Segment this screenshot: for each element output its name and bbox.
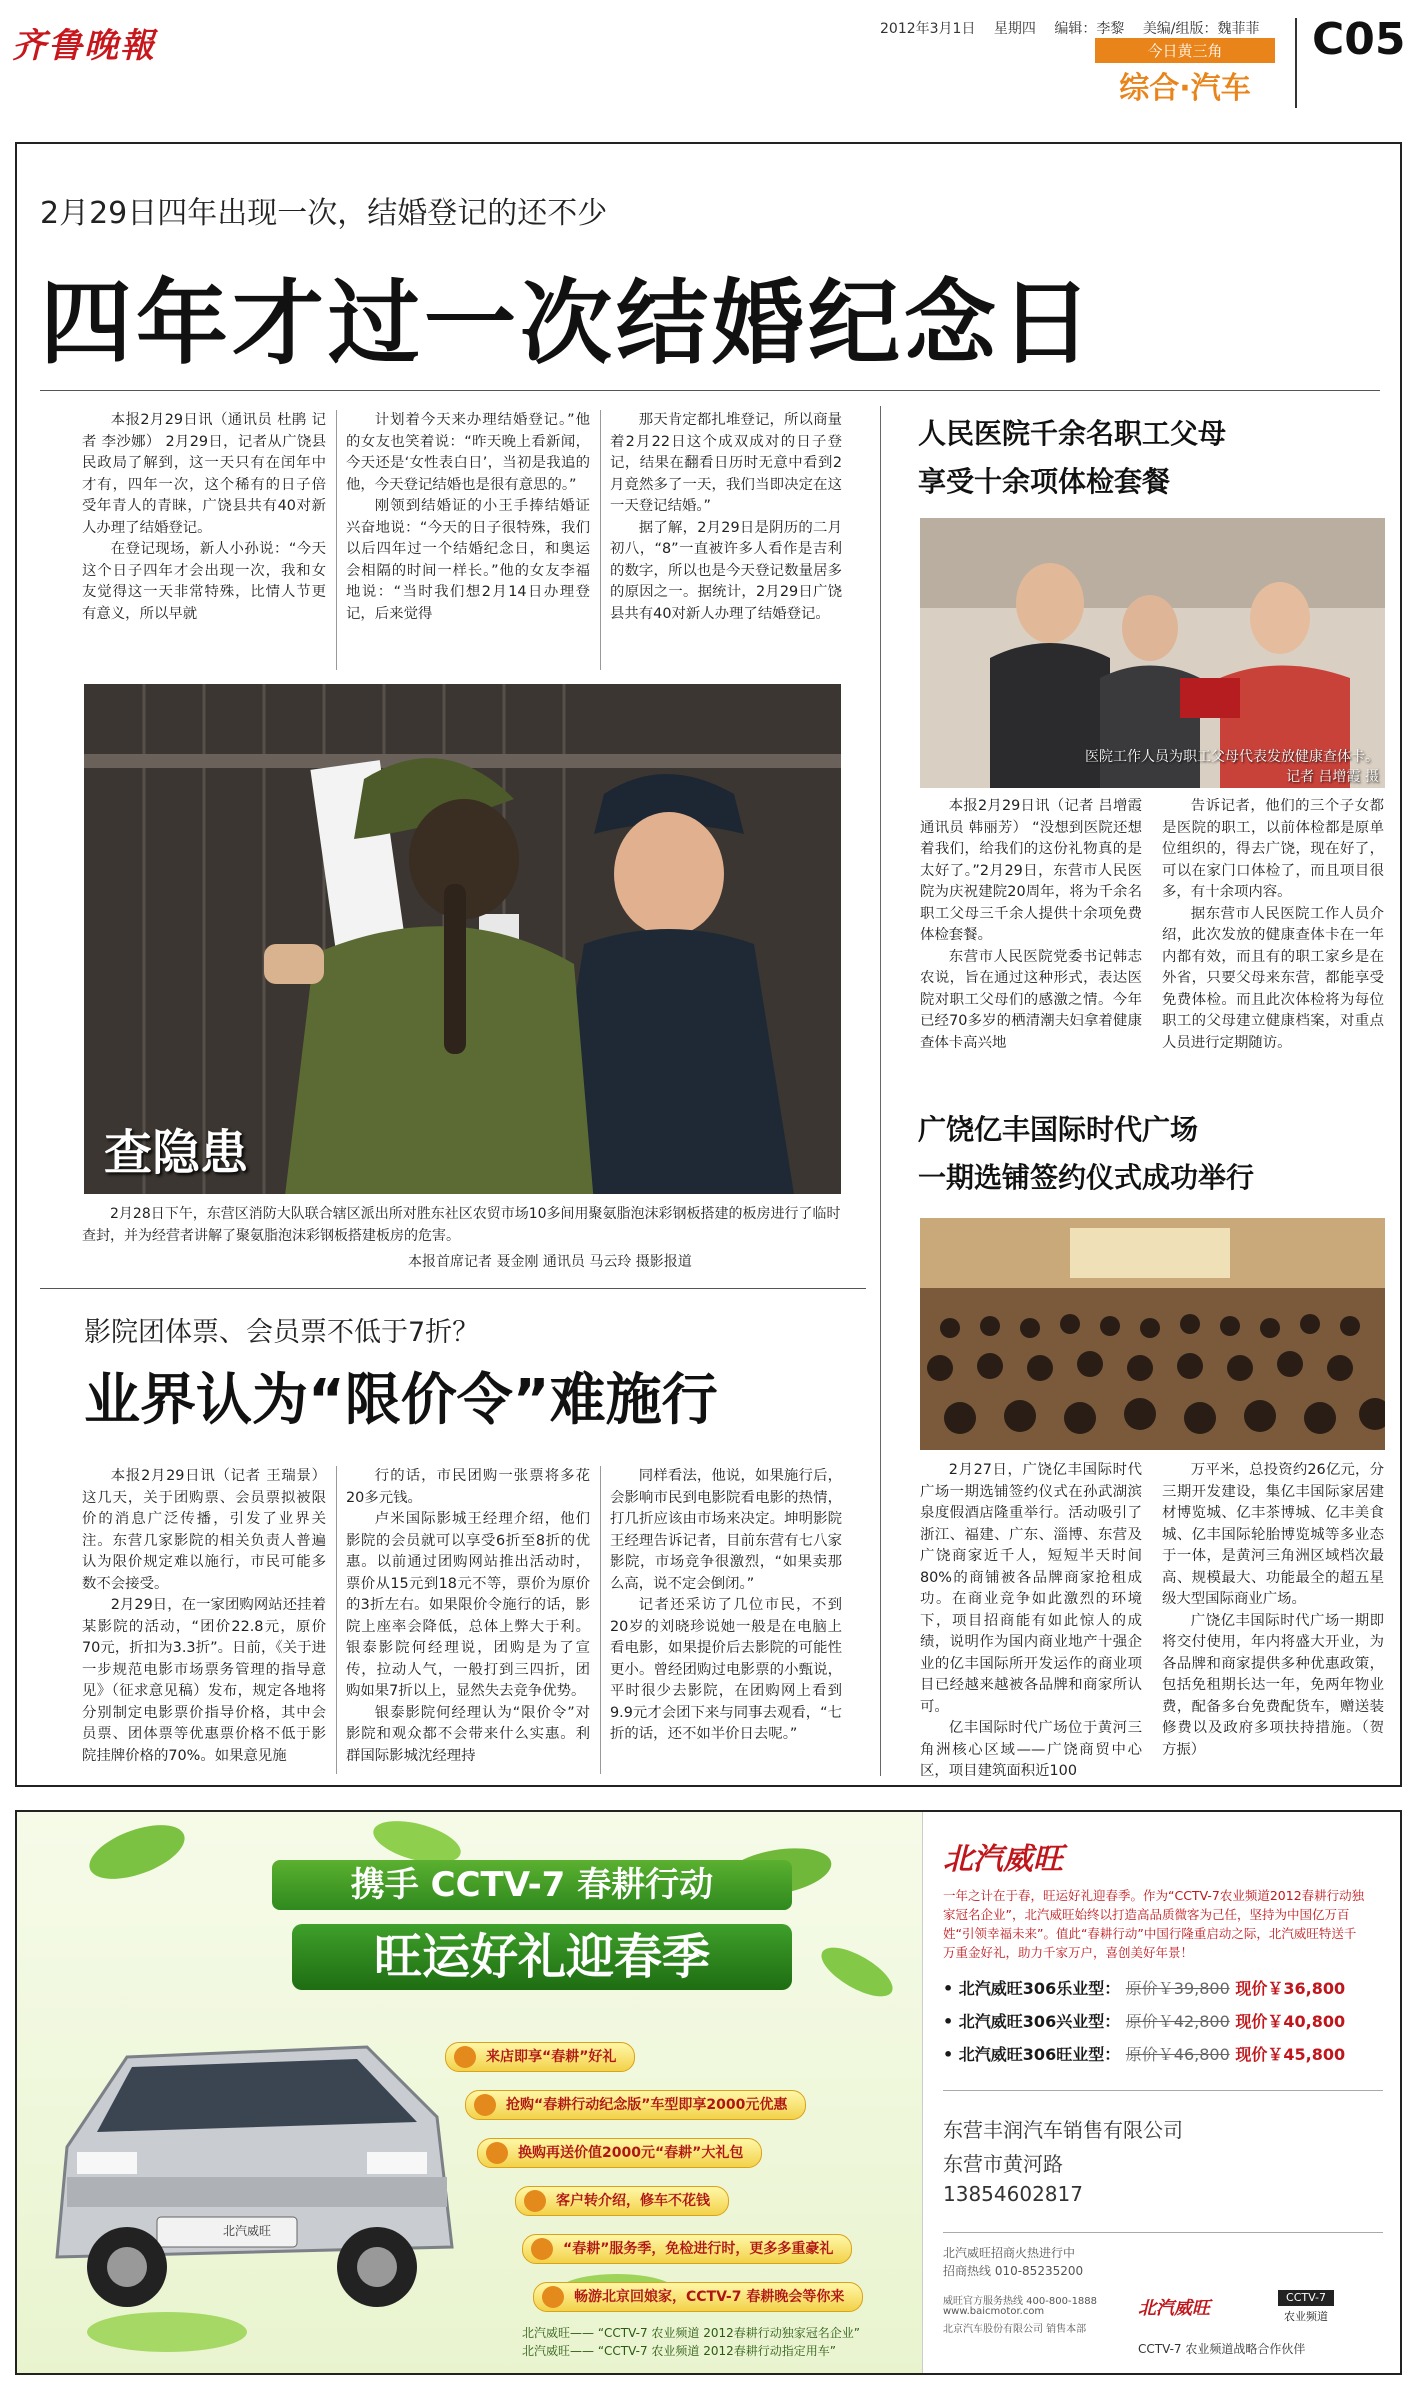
promo-text: 抢购“春耕行动纪念版”车型即享2000元优惠 — [506, 2097, 788, 2113]
column-rule — [600, 1466, 601, 1774]
promo-item — [477, 2138, 762, 2168]
dealer-phone: 13854602817 — [943, 2182, 1083, 2206]
ad-divider — [943, 2232, 1383, 2233]
promo-text: 换购再送价值2000元“春耕”大礼包 — [518, 2145, 744, 2161]
service-line-3: 北京汽车股份有限公司 销售本部 — [943, 2324, 1087, 2335]
ad-footer-1: 北汽威旺—— “CCTV-7 农业频道 2012春耕行动独家冠名企业” — [522, 2326, 860, 2340]
section-tag: 今日黄三角 — [1095, 38, 1275, 63]
current-price: 现价￥40,800 — [1235, 2012, 1346, 2031]
hospital-photo-caption: 医院工作人员为职工父母代表发放健康查体卡。 — [1085, 749, 1379, 765]
lead-column-3: 那天肯定都扎堆登记，所以商量着2月22日这个成双成对的日子登记，结果在翻看日历时无意中看到2月竟然多了一天，我们当即决定在这一天登记结婚。” 据了解，2月29日是阴历的二月初八，“8”一直被许多人看作是吉利的数字，所以也是今天登记数量居多的原因之一。据统计，2月29日广饶县共有40对新人办理了结婚登记。 — [610, 412, 842, 622]
second-story-rule — [40, 1288, 866, 1289]
side2-headline-2: 一期选铺签约仪式成功举行 — [918, 1161, 1255, 1194]
side2-column-1: 2月27日，广饶亿丰国际时代广场一期选铺签约仪式在孙武湖滨泉度假酒店隆重举行。活动吸引了浙江、福建、广东、淄博、东营及广饶商家近千人，短短半天时间80%的商铺被各品牌商家抢租成功。在商业竞争如此激烈的环境下，项目招商能有如此惊人的成绩，说明作为国内商业地产十强企业的亿丰国际所开发运作的商业项目已经越来越被各品牌和商家所认可。 亿丰国际时代广场位于黄河三角洲核心区域——广饶商贸中心区，项目建筑面积近100 — [920, 1462, 1142, 1778]
issue-meta — [880, 18, 1274, 38]
side1-headline-1: 人民医院千余名职工父母 — [918, 417, 1227, 450]
side2-column-2: 万平米，总投资约26亿元，分三期开发建设，集亿丰国际家居建材博览城、亿丰茶博城、亿丰美食城、亿丰国际轮胎博览城等多业态于一体，是黄河三角洲区域档次最高、规模最大、功能最全的超五星级大型国际商业广场。 广饶亿丰国际时代广场一期即将交付使用，年内将盛大开业，为各品牌和商家提供多种优惠政策，包括免租期长达一年，免两年物业费，配备多台免费配货车，赠送装修费以及政府多项扶持措施。（贺方振） — [1162, 1462, 1384, 1758]
masthead-divider — [1295, 18, 1297, 108]
service-line-2: www.baicmotor.com — [943, 2306, 1045, 2317]
dealer-address: 东营市黄河路 — [943, 2152, 1063, 2176]
car-advertisement — [15, 1810, 1402, 2375]
cctv-subtitle: 农业频道 — [1284, 2310, 1328, 2323]
ad-divider — [943, 2090, 1383, 2091]
second-column-3: 同样看法，他说，如果施行后，会影响市民到电影院看电影的热情，打几折应该由市场来决定。坤明影院王经理告诉记者，目前东营有七八家影院，市场竞争很激烈，“如果卖那么高，说不定会倒闭。” 记者还采访了几位市民，不到20岁的刘晓珍说她一般是在电脑上看电影，如果提价后去影院的可能性更小。曾经团购过电影票的小甄说，平时很少去影院，在团购网上看到9.9元才会团下来与同事去观看，“七折的话，还不如半价日去呢。” — [610, 1468, 842, 1742]
lead-column-2: 计划着今天来办理结婚登记。”他的女友也笑着说：“昨天晚上看新闻，今天还是‘女性表白日’，当初是我追的他，今天登记结婚也是很有意思的。” 刚领到结婚证的小王手捧结婚证兴奋地说：“今天的日子很特殊，我们以后四年过一个结婚纪念日，和奥运会相隔的时间一样长。”他的女友李福地说：“当时我们想2月14日办理登记，后来觉得 — [346, 412, 590, 622]
headline-rule — [40, 390, 1380, 391]
promo-text: 客户转介绍，修车不花钱 — [556, 2193, 710, 2209]
side-column-rule — [880, 406, 881, 1776]
cctv-badge: CCTV-7 — [1278, 2290, 1334, 2306]
service-line-1: 威旺官方服务热线 400-800-1888 — [943, 2296, 1098, 2307]
promo-item — [445, 2042, 635, 2072]
editor-credit: 编辑：李黎 — [1054, 21, 1125, 37]
promo-text: 畅游北京回娘家，CCTV-7 春耕晚会等你来 — [574, 2289, 845, 2305]
price-row — [943, 2038, 1345, 2071]
column-rule — [336, 1466, 337, 1774]
license-plate: 北汽威旺 — [222, 2224, 271, 2238]
original-price: 原价￥42,800 — [1125, 2012, 1230, 2031]
dealer-name: 东营丰润汽车销售有限公司 — [943, 2118, 1183, 2142]
page-number: C05 — [1312, 14, 1406, 65]
brand-logo: 北汽威旺 — [943, 1842, 1063, 1877]
minivan-illustration — [37, 2027, 467, 2337]
lead-kicker: 2月29日四年出现一次，结婚登记的还不少 — [40, 196, 608, 231]
hospital-photo-credit: 记者 吕增霞 摄 — [1286, 769, 1379, 785]
section-name: 综合·汽车 — [1119, 71, 1251, 106]
original-price: 原价￥39,800 — [1125, 1979, 1230, 1998]
side2-headline-1: 广饶亿丰国际时代广场 — [918, 1113, 1199, 1146]
photo-caption: 2月28日下午，东营区消防大队联合辖区派出所对胜东社区农贸市场10多间用聚氨脂泡沫彩钢板搭建的板房进行了临时查封，并为经营者讲解了聚氨脂泡沫彩钢板搭建板房的危害。 — [82, 1206, 841, 1244]
recruit-line-1: 北汽威旺招商火热进行中 — [943, 2246, 1076, 2260]
original-price: 原价￥46,800 — [1125, 2045, 1230, 2064]
ad-headline-1: 携手 CCTV-7 春耕行动 — [272, 1860, 792, 1910]
hospital-photo — [920, 518, 1385, 788]
promo-text: “春耕”服务季，免检进行时，更多多重豪礼 — [563, 2241, 834, 2257]
column-rule — [336, 410, 337, 670]
partner-line: CCTV-7 农业频道战略合作伙伴 — [1138, 2342, 1306, 2356]
photo-credit: 本报首席记者 聂金刚 通讯员 马云玲 摄影报道 — [408, 1254, 692, 1270]
promo-bullet-icon — [524, 2190, 546, 2212]
recruit-line-2: 招商热线 010-85235200 — [943, 2264, 1084, 2278]
second-headline: 业界认为“限价令”难施行 — [84, 1368, 718, 1433]
issue-date: 2012年3月1日 — [880, 21, 976, 37]
current-price: 现价￥45,800 — [1235, 2045, 1346, 2064]
ad-intro: 一年之计在于春，旺运好礼迎春季。作为“CCTV-7农业频道2012春耕行动独家冠名企业”，北汽威旺始终以打造高品质微客为己任，坚持为中国亿万百姓“引领幸福未来”。值此“春耕行动”中国行隆重启动之际，北汽威旺特送千万重金好礼，助力千家万户，喜创美好年景！ — [943, 1888, 1365, 1960]
price-row — [943, 2005, 1345, 2038]
ad-promo-panel — [17, 1812, 922, 2373]
second-column-1: 本报2月29日讯（记者 王瑞景） 这几天，关于团购票、会员票拟被限价的消息广泛传播，引发了业界关注。东营几家影院的相关负责人普遍认为限价规定难以施行，市民可能多数不会接受。 2月29日，在一家团购网站还挂着某影院的活动，“团价22.8元，原价70元，折扣为3.3折”。日前，《关于进一步规范电影市场票务管理的指导意见》（征求意见稿）发布，规定各地将分别制定电影票价指导价格，其中会员票、团体票等优惠票价格不低于影院挂牌价格的70%。如果意见施 — [82, 1468, 326, 1764]
second-column-2: 行的话，市民团购一张票将多花20多元钱。 卢米国际影城王经理介绍，他们影院的会员就可以享受6折至8折的优惠。以前通过团购网站推出活动时，票价从15元到18元不等，票价为原价的3折左右。如果限价令施行的话，影院上座率会降低，总体上弊大于利。银泰影院何经理说，团购是为了宣传，拉动人气，一般打到三四折，团购如果7折以上，显然失去竞争优势。 银泰影院何经理认为“限价令”对影院和观众都不会带来什么实惠。利群国际影城沈经理持 — [346, 1468, 590, 1764]
ceremony-photo-illustration — [920, 1218, 1385, 1450]
lead-column-1: 本报2月29日讯（通讯员 杜鹃 记者 李沙娜） 2月29日，记者从广饶县民政局了解到，这一天只有在闰年中才有，四年一次，这个稀有的日子倍受年青人的青睐，广饶县共有40对新人办理了结婚登记。 在登记现场，新人小孙说：“今天这个日子四年才会出现一次，我和女友觉得这一天非常特殊，比情人节更有意义，所以早就 — [82, 412, 326, 622]
promo-bullet-icon — [474, 2094, 496, 2116]
promo-item — [522, 2234, 852, 2264]
promo-item — [515, 2186, 729, 2216]
promo-bullet-icon — [542, 2286, 564, 2308]
price-row — [943, 1972, 1345, 2005]
issue-weekday: 星期四 — [993, 21, 1036, 37]
signing-ceremony-photo — [920, 1218, 1385, 1450]
ad-footer-2: 北汽威旺—— “CCTV-7 农业频道 2012春耕行动指定用车” — [522, 2344, 836, 2358]
ad-price-panel — [922, 1812, 1401, 2373]
promo-item — [533, 2282, 863, 2312]
lead-headline: 四年才过一次结婚纪念日 — [40, 270, 1097, 377]
promo-item — [465, 2090, 806, 2120]
column-rule — [600, 410, 601, 670]
model-name: • 北汽威旺306乐业型： — [943, 1979, 1121, 1998]
fire-check-photo — [84, 684, 841, 1194]
current-price: 现价￥36,800 — [1235, 1979, 1346, 1998]
ad-headline-2: 旺运好礼迎春季 — [292, 1924, 792, 1990]
newspaper-logo: 齐鲁晚報 — [12, 26, 156, 66]
model-name: • 北汽威旺306旺业型： — [943, 2045, 1121, 2064]
side1-headline-2: 享受十余项体检套餐 — [918, 465, 1171, 498]
side1-column-2: 告诉记者，他们的三个子女都是医院的职工，以前体检都是原单位组织的，得去广饶，现在好了，可以在家门口体检了，而且项目很多，有十余项内容。 据东营市人民医院工作人员介绍，此次发放的健康查体卡在一年内都有效，而且有的职工家乡是在外省，只要父母来东营，都能享受免费体检。而且此次体检将为每位职工的父母建立健康档案，对重点人员进行定期随访。 — [1162, 798, 1384, 1051]
photo-overlay-title: 查隐患 — [104, 1125, 249, 1181]
designer-credit: 美编/组版：魏菲菲 — [1142, 21, 1260, 37]
promo-bullet-icon — [531, 2238, 553, 2260]
section-box — [1095, 38, 1280, 107]
promo-bullet-icon — [486, 2142, 508, 2164]
footer-brand-logo: 北汽威旺 — [1138, 2298, 1210, 2319]
side1-column-1: 本报2月29日讯（记者 吕增霞 通讯员 韩丽芳） “没想到医院还想着我们，给我们的这份礼物真的是太好了。”2月29日，东营市人民医院为庆祝建院20周年，将为千余名职工父母三千余人提供十余项免费体检套餐。 东营市人民医院党委书记韩志农说，旨在通过这种形式，表达医院对职工父母们的感激之情。今年已经70多岁的栖清潮夫妇拿着健康查体卡高兴地 — [920, 798, 1142, 1051]
promo-text: 来店即享“春耕”好礼 — [486, 2049, 617, 2065]
second-kicker: 影院团体票、会员票不低于7折？ — [84, 1317, 480, 1348]
model-name: • 北汽威旺306兴业型： — [943, 2012, 1121, 2031]
